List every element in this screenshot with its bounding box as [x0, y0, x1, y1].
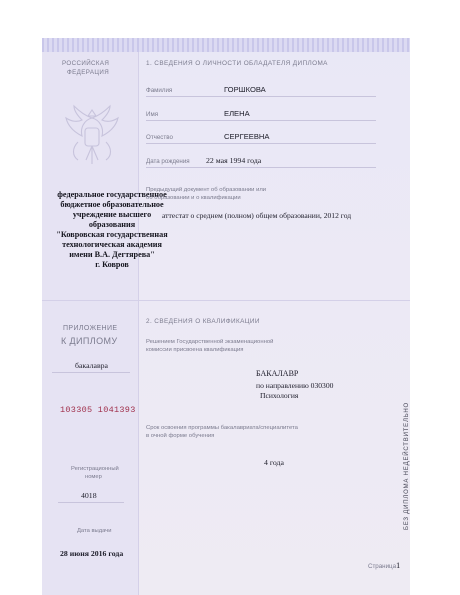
security-strip — [42, 38, 410, 52]
name-label: Имя — [146, 111, 159, 118]
coat-of-arms-icon — [62, 102, 122, 172]
section-2-title: 2. СВЕДЕНИЯ О КВАЛИФИКАЦИИ — [146, 318, 260, 325]
name-value: ЕЛЕНА — [224, 109, 250, 118]
org-line: образования — [88, 220, 136, 229]
term-value: 4 года — [264, 458, 284, 467]
prev-doc-label-1: Предыдущий документ об образовании или — [146, 187, 267, 193]
page-label: Страница — [368, 563, 397, 570]
decision-label-1: Решением Государственной экзаменационной — [146, 339, 274, 345]
term-label-1: Срок освоения программы бакалавриата/специалитета — [146, 425, 298, 431]
validity-side-stamp: БЕЗ ДИПЛОМА НЕДЕЙСТВИТЕЛЬНО — [404, 401, 410, 530]
prev-doc-value: аттестат о среднем (полном) общем образовании, 2012 год — [162, 211, 352, 220]
country-line-2: ФЕДЕРАЦИЯ — [67, 69, 110, 76]
dob-label: Дата рождения — [146, 158, 190, 165]
subject-value: Психология — [260, 391, 299, 400]
org-line: учреждение высшего — [72, 210, 152, 219]
decision-label-2: комиссии присвоена квалификация — [146, 347, 244, 353]
column-divider — [138, 52, 139, 595]
qualification-value: БАКАЛАВР — [256, 369, 299, 378]
reg-number: 4018 — [81, 491, 97, 500]
prev-doc-label-2: об образовании и о квалификации — [146, 195, 241, 201]
reg-label-2: номер — [85, 474, 102, 480]
country-line-1: РОССИЙСКАЯ — [62, 60, 110, 67]
org-line: технологическая академия — [62, 240, 162, 249]
issue-date-value: 28 июня 2016 года — [60, 549, 124, 558]
serial-number: 103305 1041393 — [60, 405, 136, 415]
degree-value: бакалавра — [75, 361, 109, 370]
organization-name — [42, 190, 182, 270]
term-label-2: в очной форме обучения — [146, 433, 215, 439]
direction-value: по направлению 030300 — [256, 381, 334, 390]
org-line: бюджетное образовательное — [60, 200, 164, 209]
field-rule — [146, 167, 376, 168]
field-rule — [146, 120, 376, 121]
surname-value: ГОРШКОВА — [224, 85, 266, 94]
dob-value: 22 мая 1994 года — [206, 156, 262, 165]
reg-label-1: Регистрационный — [71, 466, 119, 472]
org-line: имени В.А. Дегтярева" — [69, 250, 155, 259]
appendix-line-1: ПРИЛОЖЕНИЕ — [63, 325, 118, 332]
patronymic-label: Отчество — [146, 134, 173, 141]
page-number: 1 — [396, 560, 401, 570]
section-divider — [42, 300, 410, 301]
patronymic-value: СЕРГЕЕВНА — [224, 132, 270, 141]
surname-label: Фамилия — [146, 87, 173, 94]
section-1-title: 1. СВЕДЕНИЯ О ЛИЧНОСТИ ОБЛАДАТЕЛЯ ДИПЛОМА — [146, 60, 328, 67]
field-rule — [58, 502, 124, 503]
issue-date-label: Дата выдачи — [77, 528, 112, 534]
org-line: "Ковровская государственная — [56, 230, 168, 239]
field-rule — [146, 96, 376, 97]
appendix-line-2: К ДИПЛОМУ — [61, 336, 118, 346]
org-line: федеральное государственное — [57, 190, 167, 199]
org-line: г. Ковров — [95, 260, 129, 269]
field-rule — [52, 372, 130, 373]
field-rule — [146, 143, 376, 144]
